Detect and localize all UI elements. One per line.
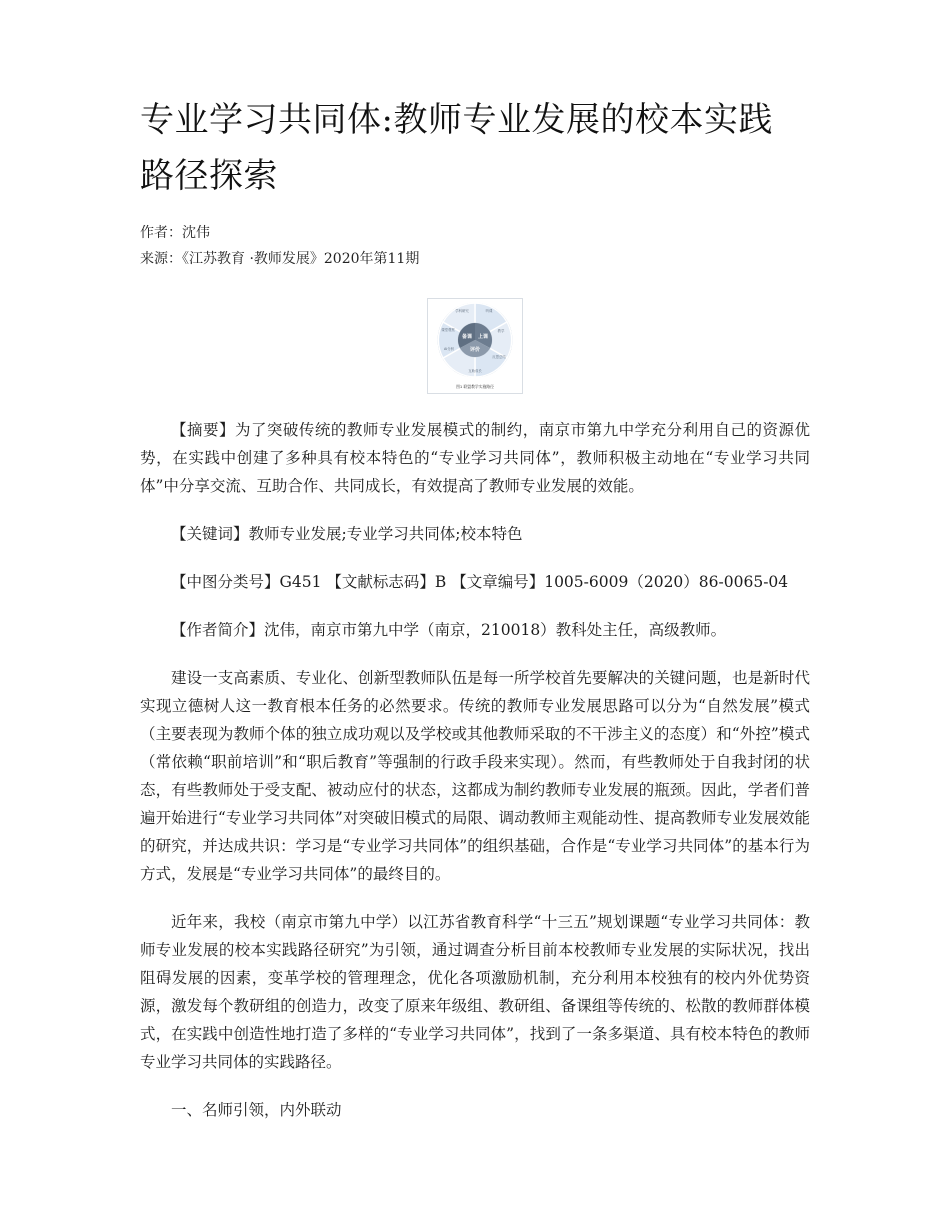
outer-label: 互助成长 — [468, 369, 482, 373]
bio-text: 沈伟，南京市第九中学（南京，210018）教科处主任，高级教师。 — [264, 621, 727, 639]
figure-caption: 图1 联盟教学实施路径 — [456, 384, 494, 389]
keywords-text: 教师专业发展;专业学习共同体;校本特色 — [248, 525, 523, 543]
article-meta — [140, 220, 810, 272]
author-name: 沈伟 — [182, 225, 210, 241]
body-paragraph-1: 建设一支高素质、专业化、创新型教师队伍是每一所学校首先要解决的关键问题，也是新时代实现立德树人这一教育根本任务的必然要求。传统的教师专业发展思路可以分为“自然发展”模式（主要表现为教师个体的独立成功观以及学校或其他教师采取的不干涉主义的态度）和“外控”模式（常依赖“职前培训”和“职后教育”等强制的行政手段来实现）。然而，有些教师处于自我封闭的状态，有些教师处于受支配、被动应付的状态，这都成为制约教师专业发展的瓶颈。因此，学者们普遍开始进行“专业学习共同体”对突破旧模式的局限、调动教师主观能动性、提高教师专业发展效能的研究，并达成共识：学习是“专业学习共同体”的组织基础，合作是“专业学习共同体”的基本行为方式，发展是“专业学习共同体”的最终目的。 — [140, 669, 810, 883]
outer-label: 反思总结 — [492, 355, 506, 359]
keywords-tag: 【关键词】 — [171, 525, 249, 543]
outer-label: 学科研究 — [455, 309, 469, 313]
article-title-line-2: 路径探索 — [140, 156, 278, 196]
source-line — [140, 246, 810, 272]
section-heading-1: 一、名师引领，内外联动 — [171, 1101, 342, 1119]
article-title-line-1: 专业学习共同体:教师专业发展的校本实践 — [140, 100, 773, 140]
cycle-diagram — [427, 298, 523, 394]
source-label: 来源： — [140, 251, 182, 267]
article-body — [140, 416, 810, 1124]
bio-tag: 【作者简介】 — [171, 621, 265, 639]
figure-diagram — [427, 298, 523, 394]
center-label: 备课 — [461, 334, 473, 340]
center-label: 上课 — [477, 334, 489, 340]
classification-paragraph: 【中图分类号】G451 【文献标志码】B 【文章编号】1005-6009（2020）86-0065-04 — [171, 573, 789, 591]
author-label: 作者： — [140, 225, 182, 241]
article-title — [140, 92, 810, 204]
abstract-text: 为了突破传统的教师专业发展模式的制约，南京市第九中学充分利用自己的资源优势，在实践中创建了多种具有校本特色的“专业学习共同体”，教师积极主动地在“专业学习共同体”中分享交流、互助合作、共同成长，有效提高了教师专业发展的效能。 — [140, 421, 810, 495]
outer-label: Ai分析 — [443, 347, 455, 351]
outer-label: 教学 — [497, 329, 505, 333]
center-label: 评价 — [469, 347, 481, 353]
abstract-paragraph — [140, 416, 810, 500]
abstract-tag: 【摘要】 — [171, 421, 235, 439]
keywords-paragraph — [140, 520, 810, 548]
outer-label: 课堂观察 — [441, 328, 455, 332]
outer-label: 听课 — [485, 309, 493, 313]
source-text: 《江苏教育 ·教师发展》2020年第11期 — [182, 251, 420, 267]
body-paragraph-2: 近年来，我校（南京市第九中学）以江苏省教育科学“十三五”规划课题“专业学习共同体：教师专业发展的校本实践路径研究”为引领，通过调查分析目前本校教师专业发展的实际状况，找出阻碍发展的因素，变革学校的管理理念，优化各项激励机制，充分利用本校独有的校内外优势资源，激发每个教研组的创造力，改变了原来年级组、教研组、备课组等传统的、松散的教师群体模式，在实践中创造性地打造了多样的“专业学习共同体”，找到了一条多渠道、具有校本特色的教师专业学习共同体的实践路径。 — [140, 913, 810, 1071]
document-page — [140, 92, 810, 1124]
author-line — [140, 220, 810, 246]
author-bio-paragraph — [140, 616, 810, 644]
